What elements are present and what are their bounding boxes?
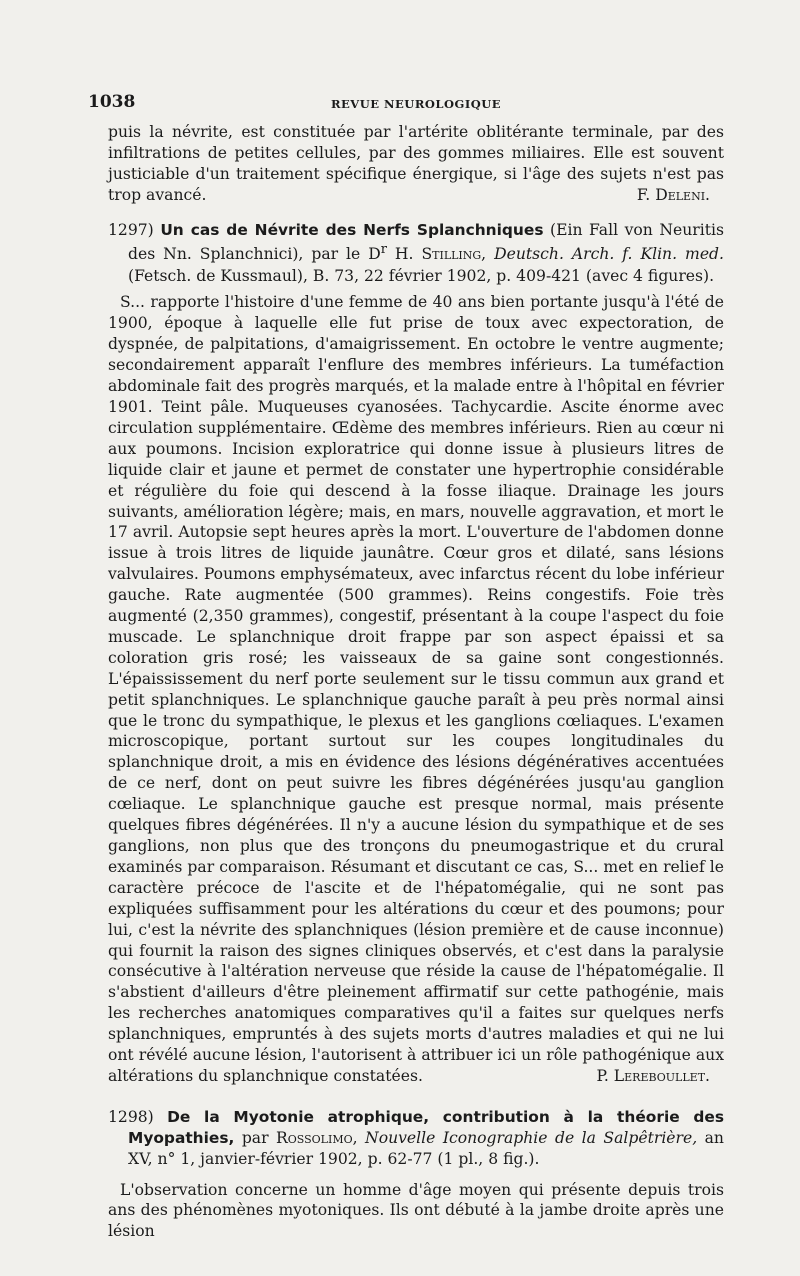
entry-number: 1298) (108, 1107, 154, 1126)
entry-author: Stilling, (421, 245, 487, 264)
signature-name: Lereboullet. (613, 1066, 710, 1085)
intro-paragraph: puis la névrite, est constituée par l'artérite oblitérante terminale, par des infiltrations de petites cellules, par des gommes miliaires. Elle est souvent justiciable d'un traitement spécifique énergique, si l'âge des sujets n'est pas trop avancé. (108, 123, 724, 204)
entry-1298 (108, 1107, 724, 1242)
journal-name: Deutsch. Arch. f. Klin. med. (486, 245, 724, 264)
entry-1297-reference (108, 220, 724, 287)
reference-superscript: r (380, 242, 387, 258)
signature-initial: P. (596, 1066, 609, 1085)
reference-text-2: H. (386, 245, 422, 264)
entry-author: Rossolimo, (276, 1128, 358, 1147)
signature-name: Deleni. (655, 185, 710, 204)
entry-1297-body: S... rapporte l'histoire d'une femme de 40 ans bien portante jusqu'à l'été de 1900, époque à laquelle elle fut prise de toux avec expectoration, de dyspnée, de palpitations, d'amaigrissement. En octobre le ventre augmente; secondairement apparaît l'enflure des membres inférieurs. La tuméfaction abdominale fait des progrès marqués, et la malade entre à l'hôpital en février 1901. Teint pâle. Muqueuses cyanosées. Tachycardie. Ascite énorme avec circulation supplémentaire. Œdème des membres inférieurs. Rien au cœur ni aux poumons. Incision exploratrice qui donne issue à plusieurs litres de liquide clair et jaune et permet de constater une hypertrophie considérable et régulière du foie qui descend à la fosse iliaque. Drainage les jours suivants, amélioration légère; mais, en mars, nouvelle aggravation, et mort le 17 avril. Autopsie sept heures après la mort. L'ouverture de l'abdomen donne issue à trois litres de liquide jaunâtre. Cœur gros et dilaté, sans lésions valvulaires. Poumons emphysémateux, avec infarctus récent du lobe inférieur gauche. Rate augmentée (500 grammes). Reins congestifs. Foie très augmenté (2,350 grammes), congestif, présentant à la coupe l'aspect du foie muscade. Le splanchnique droit frappe par son aspect épaissi et sa coloration gris rosé; les vaisseaux de sa gaine sont congestionnés. L'épaississement du nerf porte seulement sur le tissu commun aux grand et petit splanchniques. Le splanchnique gauche paraît à peu près normal ainsi que le tronc du sympathique, le plexus et les ganglions cœliaques. L'examen microscopique, portant surtout sur les coupes longitudinales du splanchnique droit, a mis en évidence des lésions dégénératives accentuées de ce nerf, dont on peut suivre les fibres dégénérées jusqu'au ganglion cœliaque. Le splanchnique gauche est presque normal, mais présente quelques fibres dégénérées. Il n'y a aucune lésion du sympathique et de ses ganglions, non plus que des tronçons du pneumogastrique et du crural examinés par comparaison. Résumant et discutant ce cas, S... met en relief le caractère précoce de l'ascite et de l'hépatomégalie, qui ne sont pas expliquées suffisamment pour les altérations du cœur et des poumons; pour lui, c'est la névrite des splanchniques (lésion première et de cause inconnue) qui fournit la raison des signes cliniques observés, et c'est dans la paralysie consécutive à l'altération nerveuse que réside la cause de l'hépatomégalie. Il s'abstient d'ailleurs d'être pleinement affirmatif sur cette pathogénie, mais les recherches anatomiques comparatives qu'il a faites sur quelques nerfs splanchniques, empruntés à des sujets morts d'autres maladies et qui ne lui ont révélé aucune lésion, l'autorisent à attribuer ici un rôle pathogénique aux altérations du splanchnique constatées. (108, 293, 724, 1085)
entry-title: De la Myotonie atrophique, contribution à la théorie des Myopathies, (128, 1107, 724, 1147)
running-head (88, 92, 724, 116)
reference-text: (Ein Fall von Neuritis des Nn. Splanchnici), par le D (128, 220, 724, 264)
page (88, 92, 724, 1242)
entry-title: Un cas de Névrite des Nerfs Splanchniques (160, 220, 544, 239)
entry-1298-reference (108, 1107, 724, 1170)
page-number: 1038 (88, 92, 136, 112)
signature-initial: F. (636, 185, 651, 204)
reference-text-3: (Fetsch. de Kussmaul), B. 73, 22 février 1902, p. 409-421 (avec 4 figures). (128, 266, 715, 285)
reference-text-2: an XV, n° 1, janvier-février 1902, p. 62-77 (1 pl., 8 fig.). (128, 1128, 724, 1168)
entry-number: 1297) (108, 220, 154, 239)
journal-name: Nouvelle Iconographie de la Salpêtrière, (357, 1128, 698, 1147)
entry-1297 (108, 220, 724, 1087)
reference-text: par (234, 1128, 277, 1147)
entry-1298-body: L'observation concerne un homme d'âge moyen qui présente depuis trois ans des phénomènes myotoniques. Ils ont débuté à la jambe droite après une lésion (108, 1180, 724, 1241)
journal-title: REVUE NEUROLOGIQUE (330, 97, 502, 111)
